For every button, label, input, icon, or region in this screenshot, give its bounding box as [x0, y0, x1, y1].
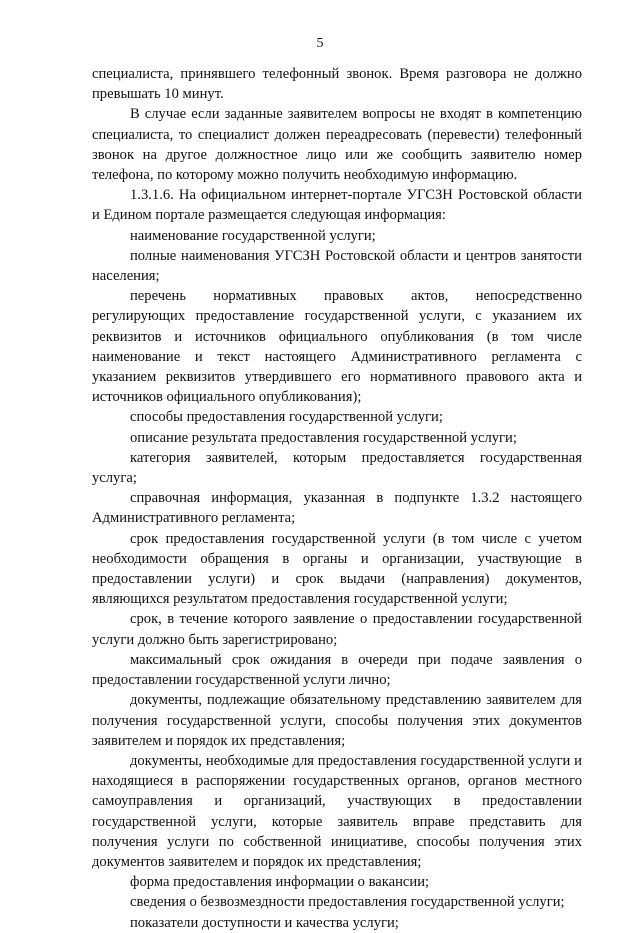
list-item-reference-info: справочная информация, указанная в подпункте 1.3.2 настоящего Административного регламента; — [92, 490, 582, 527]
paragraph-call-duration: специалиста, принявшего телефонный звонок. Время разговора не должно превышать 10 минут. — [92, 66, 582, 103]
list-item-registration-term: срок, в течение которого заявление о предоставлении государственной услуги должно быть зарегистрировано; — [92, 611, 582, 648]
list-item-legal-acts: перечень нормативных правовых актов, непосредственно регулирующих предоставление государственной услуги, с указанием их реквизитов и источников официального опубликования (в том числе наименование и текст настоящего Административного регламента с указанием реквизитов утвердившего его нормативного правового акта и источников официального опубликования); — [92, 288, 582, 406]
list-item-vacancy-info-form: форма предоставления информации о вакансии; — [130, 874, 430, 891]
list-item-service-name: наименование государственной услуги; — [130, 227, 376, 244]
page-number: 5 — [316, 36, 324, 51]
list-item-service-term: срок предоставления государственной услуги (в том числе с учетом необходимости обращения в органы и организации, участвующие в предоставлении услуги) и срок выдачи (направления) документов, являющихся результатом предоставления государственной услуги; — [92, 530, 582, 608]
list-item-free-of-charge: сведения о безвозмездности предоставления государственной услуги; — [130, 894, 565, 911]
list-item-queue-time: максимальный срок ожидания в очереди при подаче заявления о предоставлении государственной услуги лично; — [92, 651, 582, 689]
list-item-optional-documents: документы, необходимые для предоставления государственной услуги и находящиеся в распоряжении государственных органов, органов местного самоуправления и организаций, участвующих в предоставлении государственной услуги, которые заявитель вправе представить для получения услуги по собственной инициативе, способы получения этих документов заявителем и порядок их представления; — [92, 752, 582, 870]
list-item-mandatory-documents: документы, подлежащие обязательному представлению заявителем для получения государственной услуги, способы получения этих документов заявителем и порядок их представления; — [92, 692, 582, 749]
list-item-quality-indicators: показатели доступности и качества услуги; — [130, 914, 399, 931]
list-item-applicant-category: категория заявителей, которым предоставляется государственная услуга; — [92, 449, 582, 487]
list-item-result-description: описание результата предоставления государственной услуги; — [130, 429, 517, 446]
paragraph-portal-info: 1.3.1.6. На официальном интернет-портале УГСЗН Ростовской области и Едином портале размещается следующая информация: — [92, 187, 582, 224]
list-item-full-names: полные наименования УГСЗН Ростовской области и центров занятости населения; — [92, 247, 582, 285]
paragraph-redirect-call: В случае если заданные заявителем вопросы не входят в компетенцию специалиста, то специалист должен переадресовать (перевести) телефонный звонок на другое должностное лицо или же сообщить заявителю номер телефона, по которому можно получить необходимую информацию. — [92, 106, 582, 184]
list-item-provision-methods: способы предоставления государственной услуги; — [130, 409, 443, 426]
document-body — [92, 64, 582, 933]
